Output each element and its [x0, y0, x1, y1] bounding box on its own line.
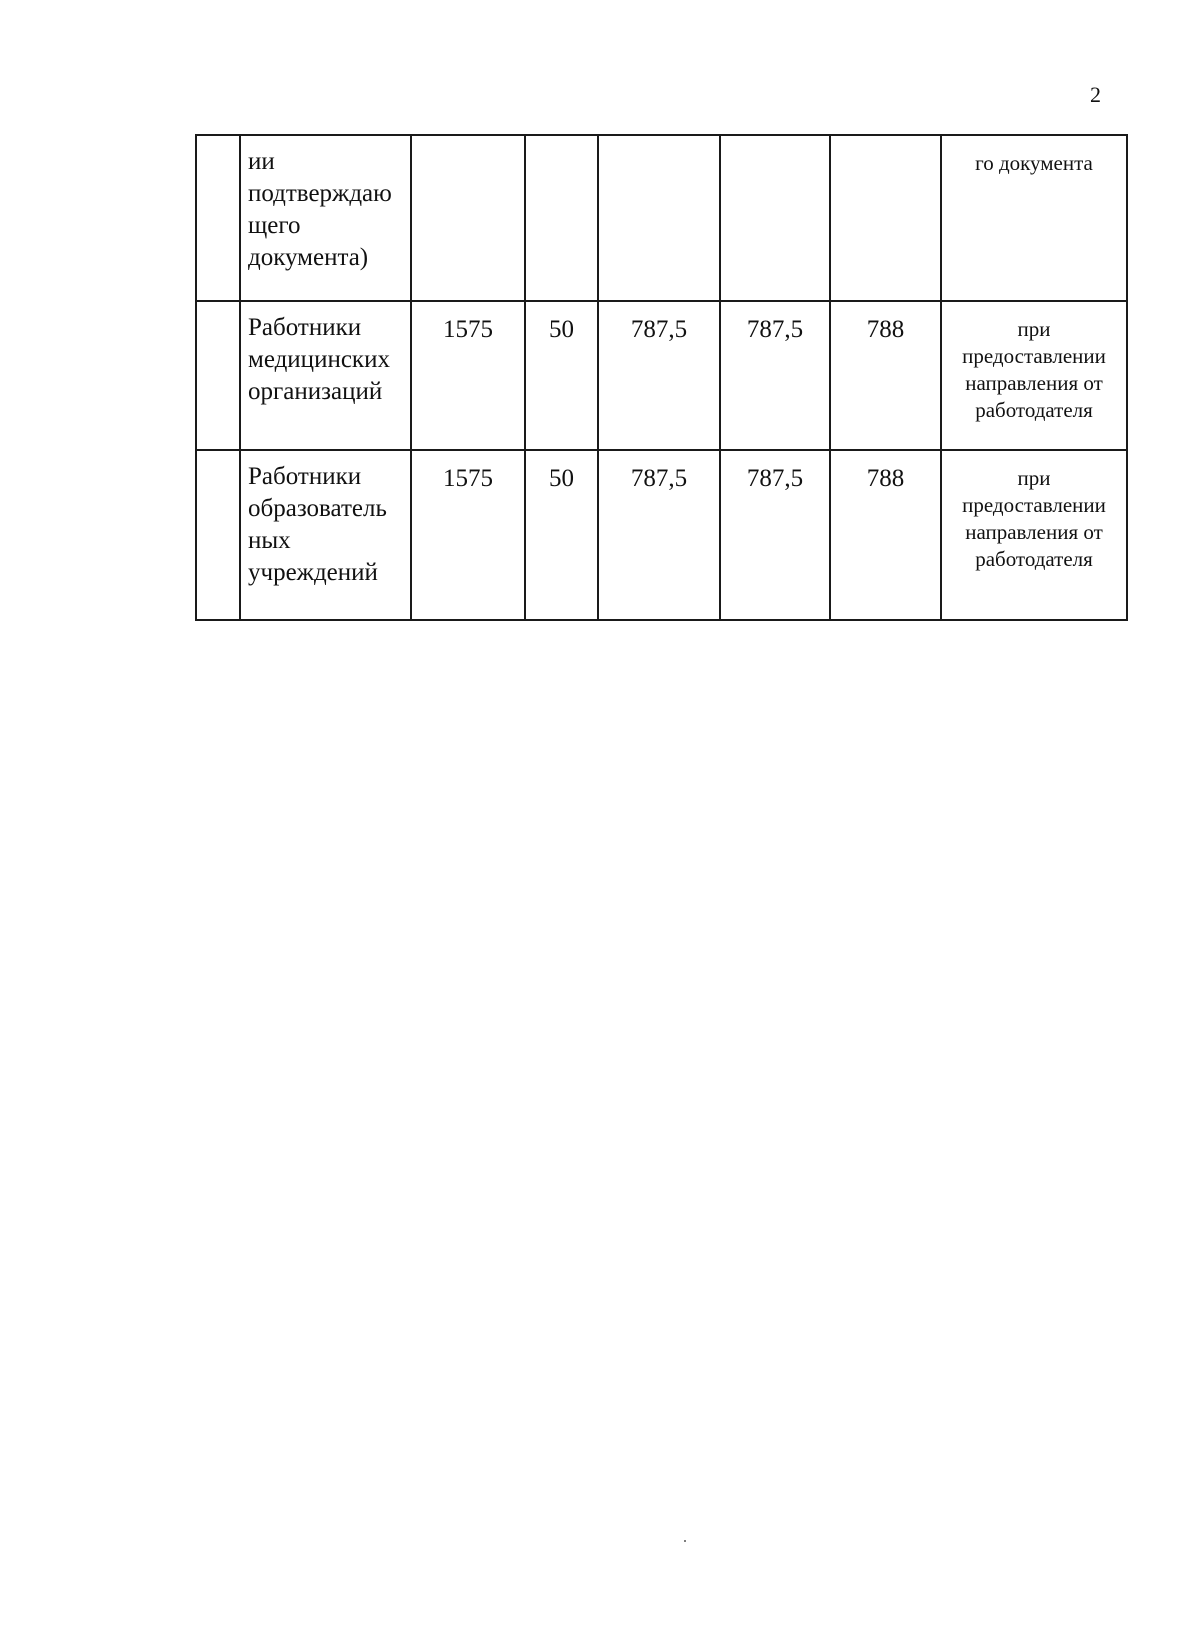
value-cell [830, 135, 941, 301]
value-cell: 1575 [411, 301, 525, 450]
category-cell [240, 450, 411, 620]
note-line: предоставлении [962, 493, 1106, 517]
category-line: подтверждаю [248, 180, 392, 207]
value-cell: 788 [830, 301, 941, 450]
note-line: го документа [975, 151, 1093, 175]
category-line: Работники [248, 314, 362, 341]
value-cell: 787,5 [598, 450, 720, 620]
note-line: работодателя [975, 398, 1093, 422]
table-row [196, 450, 1127, 620]
category-line: образователь [248, 495, 387, 522]
category-line: документа) [248, 244, 369, 271]
index-cell [196, 301, 240, 450]
note-cell [941, 450, 1127, 620]
table-row [196, 301, 1127, 450]
page-number: 2 [1090, 82, 1101, 107]
category-line: организаций [248, 378, 383, 405]
fees-table [195, 134, 1128, 621]
value-cell: 788 [830, 450, 941, 620]
note-cell [941, 301, 1127, 450]
category-cell [240, 301, 411, 450]
value-cell [525, 135, 598, 301]
value-cell: 50 [525, 450, 598, 620]
note-line: работодателя [975, 547, 1093, 571]
value-cell: 50 [525, 301, 598, 450]
scan-speck [684, 1540, 686, 1542]
index-cell [196, 450, 240, 620]
category-line: щего [248, 212, 301, 239]
category-line: учреждений [248, 559, 378, 586]
category-cell [240, 135, 411, 301]
category-line: ных [248, 527, 291, 554]
table-row [196, 135, 1127, 301]
value-cell: 787,5 [720, 301, 830, 450]
index-cell [196, 135, 240, 301]
note-line: предоставлении [962, 344, 1106, 368]
value-cell: 787,5 [720, 450, 830, 620]
value-cell: 787,5 [598, 301, 720, 450]
note-line: направления от [965, 520, 1103, 544]
value-cell [411, 135, 525, 301]
note-cell [941, 135, 1127, 301]
value-cell [598, 135, 720, 301]
note-line: при [1017, 317, 1051, 341]
category-line: ии [248, 148, 275, 175]
category-line: Работники [248, 463, 362, 490]
value-cell: 1575 [411, 450, 525, 620]
note-line: направления от [965, 371, 1103, 395]
category-line: медицинских [248, 346, 390, 373]
note-line: при [1017, 466, 1051, 490]
value-cell [720, 135, 830, 301]
